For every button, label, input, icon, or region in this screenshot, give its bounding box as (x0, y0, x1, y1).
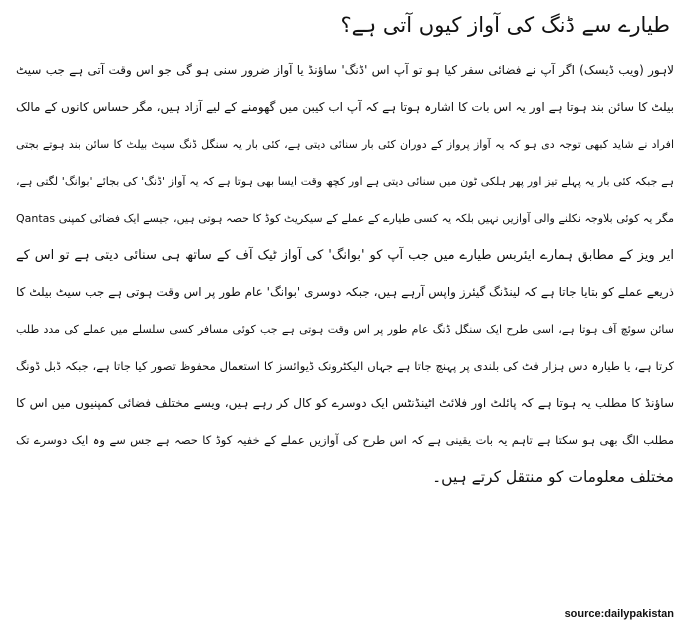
article-line: ذریعے عملے کو بتایا جاتا ہے کہ لینڈنگ گیئرز واپس آرہے ہیں، جبکہ دوسری 'بوانگ' عام طور پر اس وقت ہوتی ہے جب سیٹ بیلٹ کا (16, 285, 674, 299)
article-line: لاہور (ویب ڈیسک) اگر آپ نے فضائی سفر کیا ہو تو آپ اس 'ڈنگ' ساؤنڈ یا آواز ضرور سنی ہو گی جو اس وقت آتی ہے جب سیٹ (16, 63, 674, 77)
article-line: ساؤنڈ کا مطلب یہ ہوتا ہے کہ پائلٹ اور فلائٹ اٹینڈنٹس ایک دوسرے کو کال کر رہے ہیں، ویسے مختلف فضائی کمپنیوں میں اس کا (16, 396, 674, 410)
article-title: طیارے سے ڈنگ کی آواز کیوں آتی ہے؟ (340, 13, 670, 37)
source-credit: source:dailypakistan (564, 608, 674, 620)
article-line: کرتا ہے، یا طیارہ دس ہزار فٹ کی بلندی پر پہنچ جاتا ہے جہاں الیکٹرونک ڈیوائسز کا استعمال محفوظ تصور کیا جاتا ہے، جبکہ ڈبل ڈونگ (16, 359, 674, 373)
article-line: سائن سوئچ آف ہوتا ہے، اسی طرح ایک سنگل ڈنگ عام طور پر اس وقت ہوتی ہے جب کوئی مسافر کسی سلسلے میں عملے کی مدد طلب (16, 323, 674, 336)
article-line: مگر یہ کوئی بلاوجہ نکلنے والی آوازیں نہیں بلکہ یہ کسی طیارے کے عملے کے سیکریٹ کوڈ کا حصہ ہوتی ہیں، جیسے ایک فضائی کمپنی Qantas (16, 212, 674, 225)
article-line: مختلف معلومات کو منتقل کرتے ہیں۔ (432, 468, 674, 486)
article-line: ہے جبکہ کئی بار یہ پہلے تیز اور پھر ہلکی ٹون میں سنائی دیتی ہے اور کچھ وقت ایسا بھی ہوتا ہے کہ یہ آواز 'ڈنگ' کی بجائے 'بوانگ' لگتی ہے، (16, 175, 674, 188)
article-line: بیلٹ کا سائن بند ہوتا ہے اور یہ اس بات کا اشارہ ہوتا ہے کہ آپ اب کیبن میں گھومنے کے لیے آزاد ہیں، مگر حساس کانوں کے مالک (16, 100, 674, 114)
article-line: افراد نے شاید کبھی توجہ دی ہو کہ یہ آواز پرواز کے دوران کئی بار سنائی دیتی ہے، کئی بار یہ سنگل ڈنگ سیٹ بیلٹ کا سائن بند ہوتے بجتی (16, 138, 674, 151)
article-line: ایر ویز کے مطابق ہمارے ایئربس طیارے میں جب آپ کو 'بوانگ' کی آواز ٹیک آف کے ساتھ ہی سنائی دیتی ہے تو اس کے (16, 248, 674, 263)
article-line: مطلب الگ بھی ہو سکتا ہے تاہم یہ بات یقینی ہے کہ اس طرح کی آوازیں عملے کے خفیہ کوڈ کا حصہ ہے جس سے وہ ایک دوسرے تک (16, 433, 674, 447)
article-body (16, 52, 674, 496)
